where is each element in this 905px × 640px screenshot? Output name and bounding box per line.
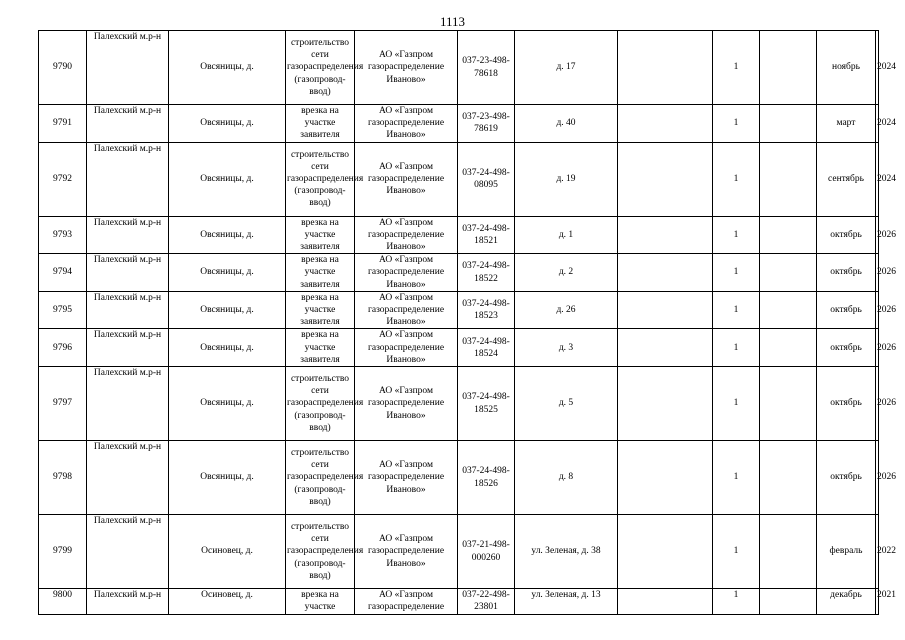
quantity: 1	[713, 367, 760, 441]
month: декабрь	[817, 589, 876, 615]
district: Палехский м.р-н	[87, 31, 169, 105]
empty-column	[760, 367, 817, 441]
district: Палехский м.р-н	[87, 441, 169, 515]
empty-column	[618, 254, 713, 292]
organization: АО «Газпром газораспределение Иваново»	[355, 329, 458, 367]
month: октябрь	[817, 254, 876, 292]
object-code: 037-24-498-18521	[458, 216, 515, 254]
district: Палехский м.р-н	[87, 589, 169, 615]
organization: АО «Газпром газораспределение	[355, 589, 458, 615]
table-row	[39, 291, 879, 329]
month: октябрь	[817, 441, 876, 515]
table-row	[39, 254, 879, 292]
empty-column	[760, 329, 817, 367]
organization: АО «Газпром газораспределение Иваново»	[355, 254, 458, 292]
empty-column	[618, 216, 713, 254]
year: 2021	[876, 589, 879, 615]
organization: АО «Газпром газораспределение Иваново»	[355, 142, 458, 216]
row-number: 9797	[39, 367, 87, 441]
month: ноябрь	[817, 31, 876, 105]
quantity: 1	[713, 105, 760, 143]
empty-column	[618, 367, 713, 441]
year: 2026	[876, 367, 879, 441]
district: Палехский м.р-н	[87, 515, 169, 589]
object-code: 037-21-498-000260	[458, 515, 515, 589]
registry-table	[38, 30, 896, 615]
locality: Овсяницы, д.	[169, 254, 286, 292]
empty-column	[760, 216, 817, 254]
month: октябрь	[817, 367, 876, 441]
locality: Овсяницы, д.	[169, 291, 286, 329]
table-row	[39, 515, 879, 589]
year: 2026	[876, 291, 879, 329]
empty-column	[760, 142, 817, 216]
empty-column	[618, 589, 713, 615]
table-row	[39, 142, 879, 216]
empty-column	[760, 105, 817, 143]
table-row	[39, 31, 879, 105]
locality: Овсяницы, д.	[169, 329, 286, 367]
work-type: строительство сети газораспределения (газопровод-ввод)	[286, 367, 355, 441]
empty-column	[618, 515, 713, 589]
locality: Овсяницы, д.	[169, 441, 286, 515]
address: д. 5	[515, 367, 618, 441]
work-type: врезка на участке заявителя	[286, 329, 355, 367]
address: д. 2	[515, 254, 618, 292]
row-number: 9791	[39, 105, 87, 143]
quantity: 1	[713, 142, 760, 216]
address: д. 19	[515, 142, 618, 216]
organization: АО «Газпром газораспределение Иваново»	[355, 441, 458, 515]
year: 2026	[876, 254, 879, 292]
object-code: 037-24-498-18525	[458, 367, 515, 441]
locality: Овсяницы, д.	[169, 216, 286, 254]
address: д. 3	[515, 329, 618, 367]
object-code: 037-24-498-18522	[458, 254, 515, 292]
empty-column	[760, 589, 817, 615]
quantity: 1	[713, 515, 760, 589]
object-code: 037-24-498-08095	[458, 142, 515, 216]
object-code: 037-22-498-23801	[458, 589, 515, 615]
row-number: 9795	[39, 291, 87, 329]
organization: АО «Газпром газораспределение Иваново»	[355, 515, 458, 589]
object-code: 037-23-498-78619	[458, 105, 515, 143]
district: Палехский м.р-н	[87, 291, 169, 329]
empty-column	[760, 31, 817, 105]
year: 2024	[876, 142, 879, 216]
work-type: врезка на участке заявителя	[286, 105, 355, 143]
object-code: 037-24-498-18524	[458, 329, 515, 367]
work-type: врезка на участке заявителя	[286, 216, 355, 254]
district: Палехский м.р-н	[87, 142, 169, 216]
address: д. 17	[515, 31, 618, 105]
table-row	[39, 329, 879, 367]
year: 2024	[876, 31, 879, 105]
quantity: 1	[713, 216, 760, 254]
address: д. 8	[515, 441, 618, 515]
district: Палехский м.р-н	[87, 367, 169, 441]
month: октябрь	[817, 329, 876, 367]
empty-column	[618, 31, 713, 105]
work-type: строительство сети газораспределения (газопровод-ввод)	[286, 441, 355, 515]
locality: Овсяницы, д.	[169, 367, 286, 441]
locality: Осиновец, д.	[169, 515, 286, 589]
empty-column	[760, 441, 817, 515]
organization: АО «Газпром газораспределение Иваново»	[355, 216, 458, 254]
district: Палехский м.р-н	[87, 254, 169, 292]
year: 2026	[876, 216, 879, 254]
year: 2026	[876, 441, 879, 515]
year: 2026	[876, 329, 879, 367]
work-type: врезка на участке заявителя	[286, 254, 355, 292]
row-number: 9793	[39, 216, 87, 254]
organization: АО «Газпром газораспределение Иваново»	[355, 31, 458, 105]
work-type: строительство сети газораспределения (газопровод-ввод)	[286, 31, 355, 105]
address: д. 26	[515, 291, 618, 329]
row-number: 9798	[39, 441, 87, 515]
organization: АО «Газпром газораспределение Иваново»	[355, 367, 458, 441]
year: 2024	[876, 105, 879, 143]
address: ул. Зеленая, д. 13	[515, 589, 618, 615]
object-code: 037-24-498-18523	[458, 291, 515, 329]
object-code: 037-24-498-18526	[458, 441, 515, 515]
district: Палехский м.р-н	[87, 216, 169, 254]
locality: Осиновец, д.	[169, 589, 286, 615]
row-number: 9794	[39, 254, 87, 292]
empty-column	[618, 291, 713, 329]
table-row	[39, 589, 879, 615]
empty-column	[760, 515, 817, 589]
month: февраль	[817, 515, 876, 589]
address: д. 40	[515, 105, 618, 143]
empty-column	[618, 441, 713, 515]
table-row	[39, 105, 879, 143]
row-number: 9792	[39, 142, 87, 216]
month: март	[817, 105, 876, 143]
empty-column	[760, 254, 817, 292]
quantity: 1	[713, 441, 760, 515]
row-number: 9799	[39, 515, 87, 589]
empty-column	[760, 291, 817, 329]
quantity: 1	[713, 291, 760, 329]
work-type: строительство сети газораспределения (газопровод-ввод)	[286, 515, 355, 589]
table-row	[39, 367, 879, 441]
work-type: строительство сети газораспределения (газопровод-ввод)	[286, 142, 355, 216]
page-number: 1113	[439, 14, 466, 29]
work-type: врезка на участке	[286, 589, 355, 615]
month: октябрь	[817, 291, 876, 329]
row-number: 9800	[39, 589, 87, 615]
quantity: 1	[713, 254, 760, 292]
quantity: 1	[713, 329, 760, 367]
object-code: 037-23-498-78618	[458, 31, 515, 105]
month: октябрь	[817, 216, 876, 254]
district: Палехский м.р-н	[87, 329, 169, 367]
month: сентябрь	[817, 142, 876, 216]
organization: АО «Газпром газораспределение Иваново»	[355, 105, 458, 143]
empty-column	[618, 142, 713, 216]
organization: АО «Газпром газораспределение Иваново»	[355, 291, 458, 329]
address: д. 1	[515, 216, 618, 254]
quantity: 1	[713, 31, 760, 105]
work-type: врезка на участке заявителя	[286, 291, 355, 329]
district: Палехский м.р-н	[87, 105, 169, 143]
locality: Овсяницы, д.	[169, 105, 286, 143]
quantity: 1	[713, 589, 760, 615]
address: ул. Зеленая, д. 38	[515, 515, 618, 589]
table-row	[39, 441, 879, 515]
table-row	[39, 216, 879, 254]
year: 2022	[876, 515, 879, 589]
empty-column	[618, 105, 713, 143]
locality: Овсяницы, д.	[169, 31, 286, 105]
row-number: 9790	[39, 31, 87, 105]
row-number: 9796	[39, 329, 87, 367]
locality: Овсяницы, д.	[169, 142, 286, 216]
empty-column	[618, 329, 713, 367]
